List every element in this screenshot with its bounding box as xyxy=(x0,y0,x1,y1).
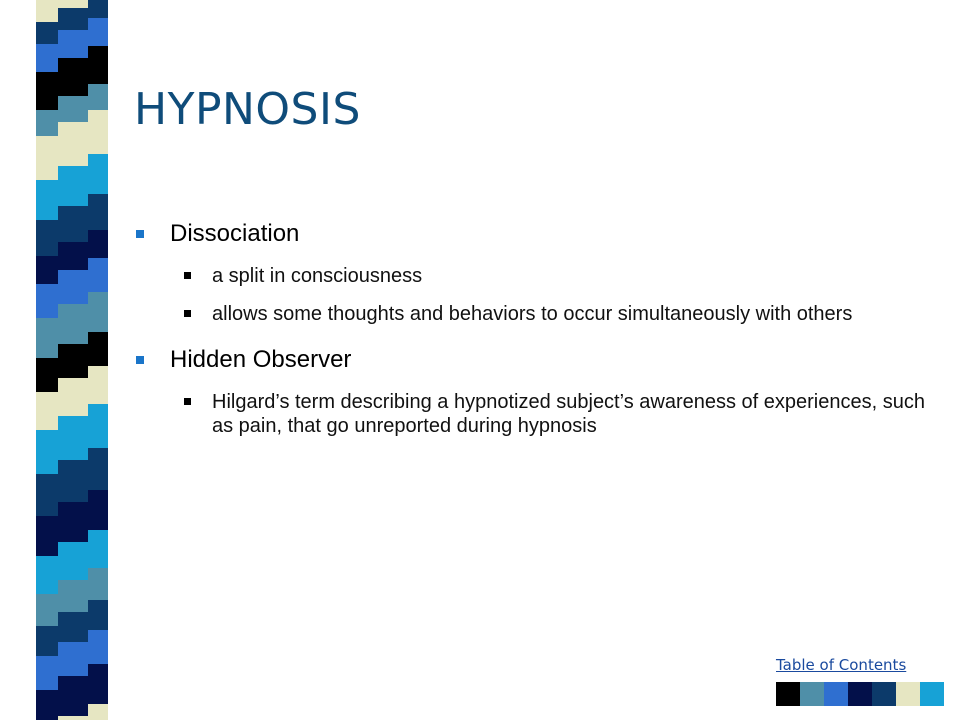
strip-block xyxy=(58,0,88,8)
color-swatch xyxy=(848,682,872,706)
strip-block xyxy=(36,220,58,256)
sub-bullet-text: allows some thoughts and behaviors to occur simultaneously with others xyxy=(212,303,853,325)
sub-bullet-text: a split in consciousness xyxy=(212,265,423,287)
strip-block xyxy=(36,318,58,358)
strip-block xyxy=(58,580,88,612)
strip-block xyxy=(58,416,88,460)
strip-block xyxy=(88,704,108,720)
strip-block xyxy=(36,656,58,690)
square-bullet-icon xyxy=(136,356,144,364)
slide-title: HYPNOSIS xyxy=(134,84,361,135)
strip-block xyxy=(36,690,58,720)
strip-block xyxy=(36,180,58,220)
strip-block xyxy=(88,568,108,600)
sub-bullet xyxy=(134,302,934,326)
strip-block xyxy=(36,392,58,430)
strip-block xyxy=(88,448,108,490)
strip-block xyxy=(88,404,108,448)
sub-bullet xyxy=(134,264,934,288)
strip-block xyxy=(36,626,58,656)
strip-block xyxy=(58,242,88,270)
strip-block xyxy=(88,292,108,332)
color-swatch xyxy=(896,682,920,706)
strip-column xyxy=(58,0,88,720)
strip-block xyxy=(58,122,88,166)
strip-block xyxy=(36,474,58,516)
strip-block xyxy=(88,18,108,46)
strip-block xyxy=(58,460,88,502)
bullet-dissociation xyxy=(134,218,934,250)
strip-block xyxy=(88,630,108,664)
strip-block xyxy=(88,490,108,530)
bullet-text: Dissociation xyxy=(170,220,300,247)
color-swatch xyxy=(920,682,944,706)
strip-block xyxy=(36,256,58,284)
slide-content xyxy=(134,218,934,438)
square-bullet-icon xyxy=(184,272,191,279)
strip-block xyxy=(58,676,88,716)
strip-block xyxy=(88,230,108,258)
strip-block xyxy=(36,556,58,594)
strip-block xyxy=(36,358,58,392)
sub-bullet-text: Hilgard’s term describing a hypnotized subject’s awareness of experiences, such as pain, that go unreported during hypnosis xyxy=(212,391,925,437)
strip-block xyxy=(58,206,88,242)
color-swatch-bar xyxy=(776,682,944,706)
strip-block xyxy=(36,44,58,72)
strip-block xyxy=(88,332,108,366)
strip-block xyxy=(36,284,58,318)
color-swatch xyxy=(824,682,848,706)
square-bullet-icon xyxy=(184,398,191,405)
strip-block xyxy=(88,366,108,404)
strip-block xyxy=(58,270,88,304)
strip-block xyxy=(36,516,58,556)
strip-block xyxy=(58,716,88,720)
sub-bullet xyxy=(134,390,934,438)
strip-block xyxy=(58,344,88,378)
strip-block xyxy=(58,612,88,642)
color-swatch xyxy=(800,682,824,706)
strip-block xyxy=(58,378,88,416)
table-of-contents-link[interactable]: Table of Contents xyxy=(776,656,907,674)
strip-block xyxy=(88,664,108,704)
strip-block xyxy=(88,194,108,230)
strip-block xyxy=(36,22,58,44)
strip-block xyxy=(36,430,58,474)
strip-block xyxy=(36,110,58,136)
strip-block xyxy=(88,110,108,154)
strip-block xyxy=(36,0,58,22)
strip-block xyxy=(88,600,108,630)
strip-block xyxy=(36,136,58,180)
strip-block xyxy=(36,72,58,110)
square-bullet-icon xyxy=(184,310,191,317)
color-swatch xyxy=(776,682,800,706)
strip-block xyxy=(36,594,58,626)
square-bullet-icon xyxy=(136,230,144,238)
strip-block xyxy=(88,46,108,84)
strip-block xyxy=(88,258,108,292)
strip-block xyxy=(58,96,88,122)
strip-block xyxy=(58,8,88,30)
decorative-strip xyxy=(0,0,108,720)
strip-block xyxy=(58,642,88,676)
strip-block xyxy=(58,304,88,344)
strip-block xyxy=(88,84,108,110)
strip-block xyxy=(58,30,88,58)
strip-block xyxy=(88,154,108,194)
strip-column xyxy=(88,0,108,720)
color-swatch xyxy=(872,682,896,706)
strip-block xyxy=(58,502,88,542)
bullet-text: Hidden Observer xyxy=(170,346,352,373)
bullet-hidden-observer xyxy=(134,344,934,376)
strip-column xyxy=(36,0,58,720)
strip-block xyxy=(58,542,88,580)
strip-block xyxy=(58,58,88,96)
strip-block xyxy=(88,0,108,18)
strip-block xyxy=(88,530,108,568)
strip-block xyxy=(58,166,88,206)
